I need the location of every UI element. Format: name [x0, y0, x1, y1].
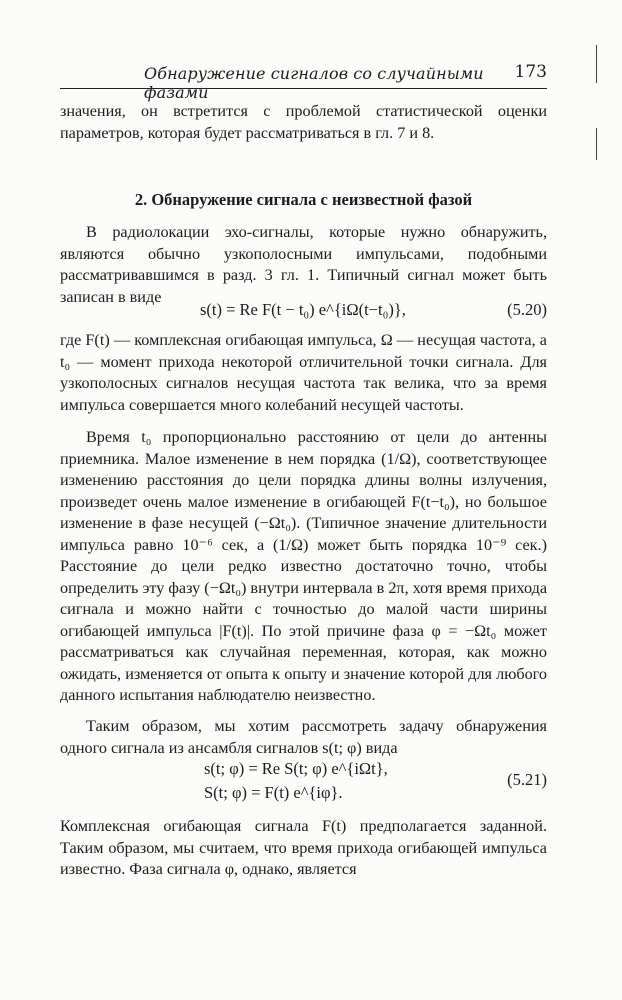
- margin-mark: [596, 45, 597, 83]
- paragraph-text: Таким образом, мы хотим рассмотреть задачу обнаружения одного сигнала из ансамбля сигналов s(t; φ) вида: [60, 717, 547, 757]
- equation-body: s(t) = Re F(t − t₀) e^{iΩ(t−t₀)},: [200, 300, 406, 319]
- page-number: 173: [514, 62, 547, 82]
- equation-number: (5.21): [507, 770, 547, 789]
- equation-number: (5.20): [507, 300, 547, 319]
- margin-mark: [596, 128, 597, 160]
- paragraph-text: Время t₀ пропорционально расстоянию от цели до антенны приемника. Малое изменение в нем порядка (1/Ω), соответствующее изменению расстояния до цели порядка длины волны излучения, произведет очень малое изменение в огибающей F(t−t₀), но большое изменение в фазе несущей (−Ωt₀). (Типичное значение длительности импульса равно 10⁻⁶ сек, а (1/Ω) может быть порядка 10⁻⁹ сек.) Расстояние до цели редко известно достаточно точно, чтобы определить эту фазу (−Ωt₀) внутри интервала в 2π, хотя время прихода сигнала и можно найти с точностью до малой части ширины огибающей импульса |F(t)|. По этой причине фаза φ = −Ωt₀ может рассматриваться как случайная переменная, которая, как можно ожидать, изменяется от опыта к опыту и значение которой для любого данного испытания наблюдателю неизвестно.: [60, 428, 548, 704]
- equation-body: S(t; φ) = F(t) e^{iφ}.: [204, 783, 343, 802]
- paragraph: [60, 330, 547, 416]
- running-head: [60, 58, 547, 102]
- paragraph: [60, 101, 547, 144]
- running-head-title: Обнаружение сигналов со случайными фазами: [144, 64, 484, 102]
- paragraph: [60, 222, 547, 308]
- paragraph-text: где F(t) — комплексная огибающая импульса, Ω — несущая частота, а t₀ — момент прихода некоторой отличительной точки сигнала. Для узкополосных сигналов несущая частота так велика, что за время импульса совершается много колебаний несущей частоты.: [60, 331, 547, 414]
- paragraph-text: В радиолокации эхо-сигналы, которые нужно обнаружить, являются обычно узкополосными импульсами, подобными рассматривавшимся в разд. 3 гл. 1. Типичный сигнал может быть записан в виде: [60, 223, 547, 306]
- paragraph-text: Комплексная огибающая сигнала F(t) предполагается заданной. Таким образом, мы считаем, что время прихода огибающей импульса известно. Фаза сигнала φ, однако, является: [60, 817, 547, 878]
- equation-body: s(t; φ) = Re S(t; φ) e^{iΩt},: [204, 759, 388, 778]
- equation-5-20: [60, 300, 547, 322]
- paragraph: [60, 816, 547, 881]
- section-heading: 2. Обнаружение сигнала с неизвестной фазой: [134, 190, 473, 209]
- paragraph-text: значения, он встретится с проблемой статистической оценки параметров, которая будет рассматриваться в гл. 7 и 8.: [60, 102, 547, 142]
- paragraph: [60, 427, 547, 707]
- paragraph: [60, 716, 547, 759]
